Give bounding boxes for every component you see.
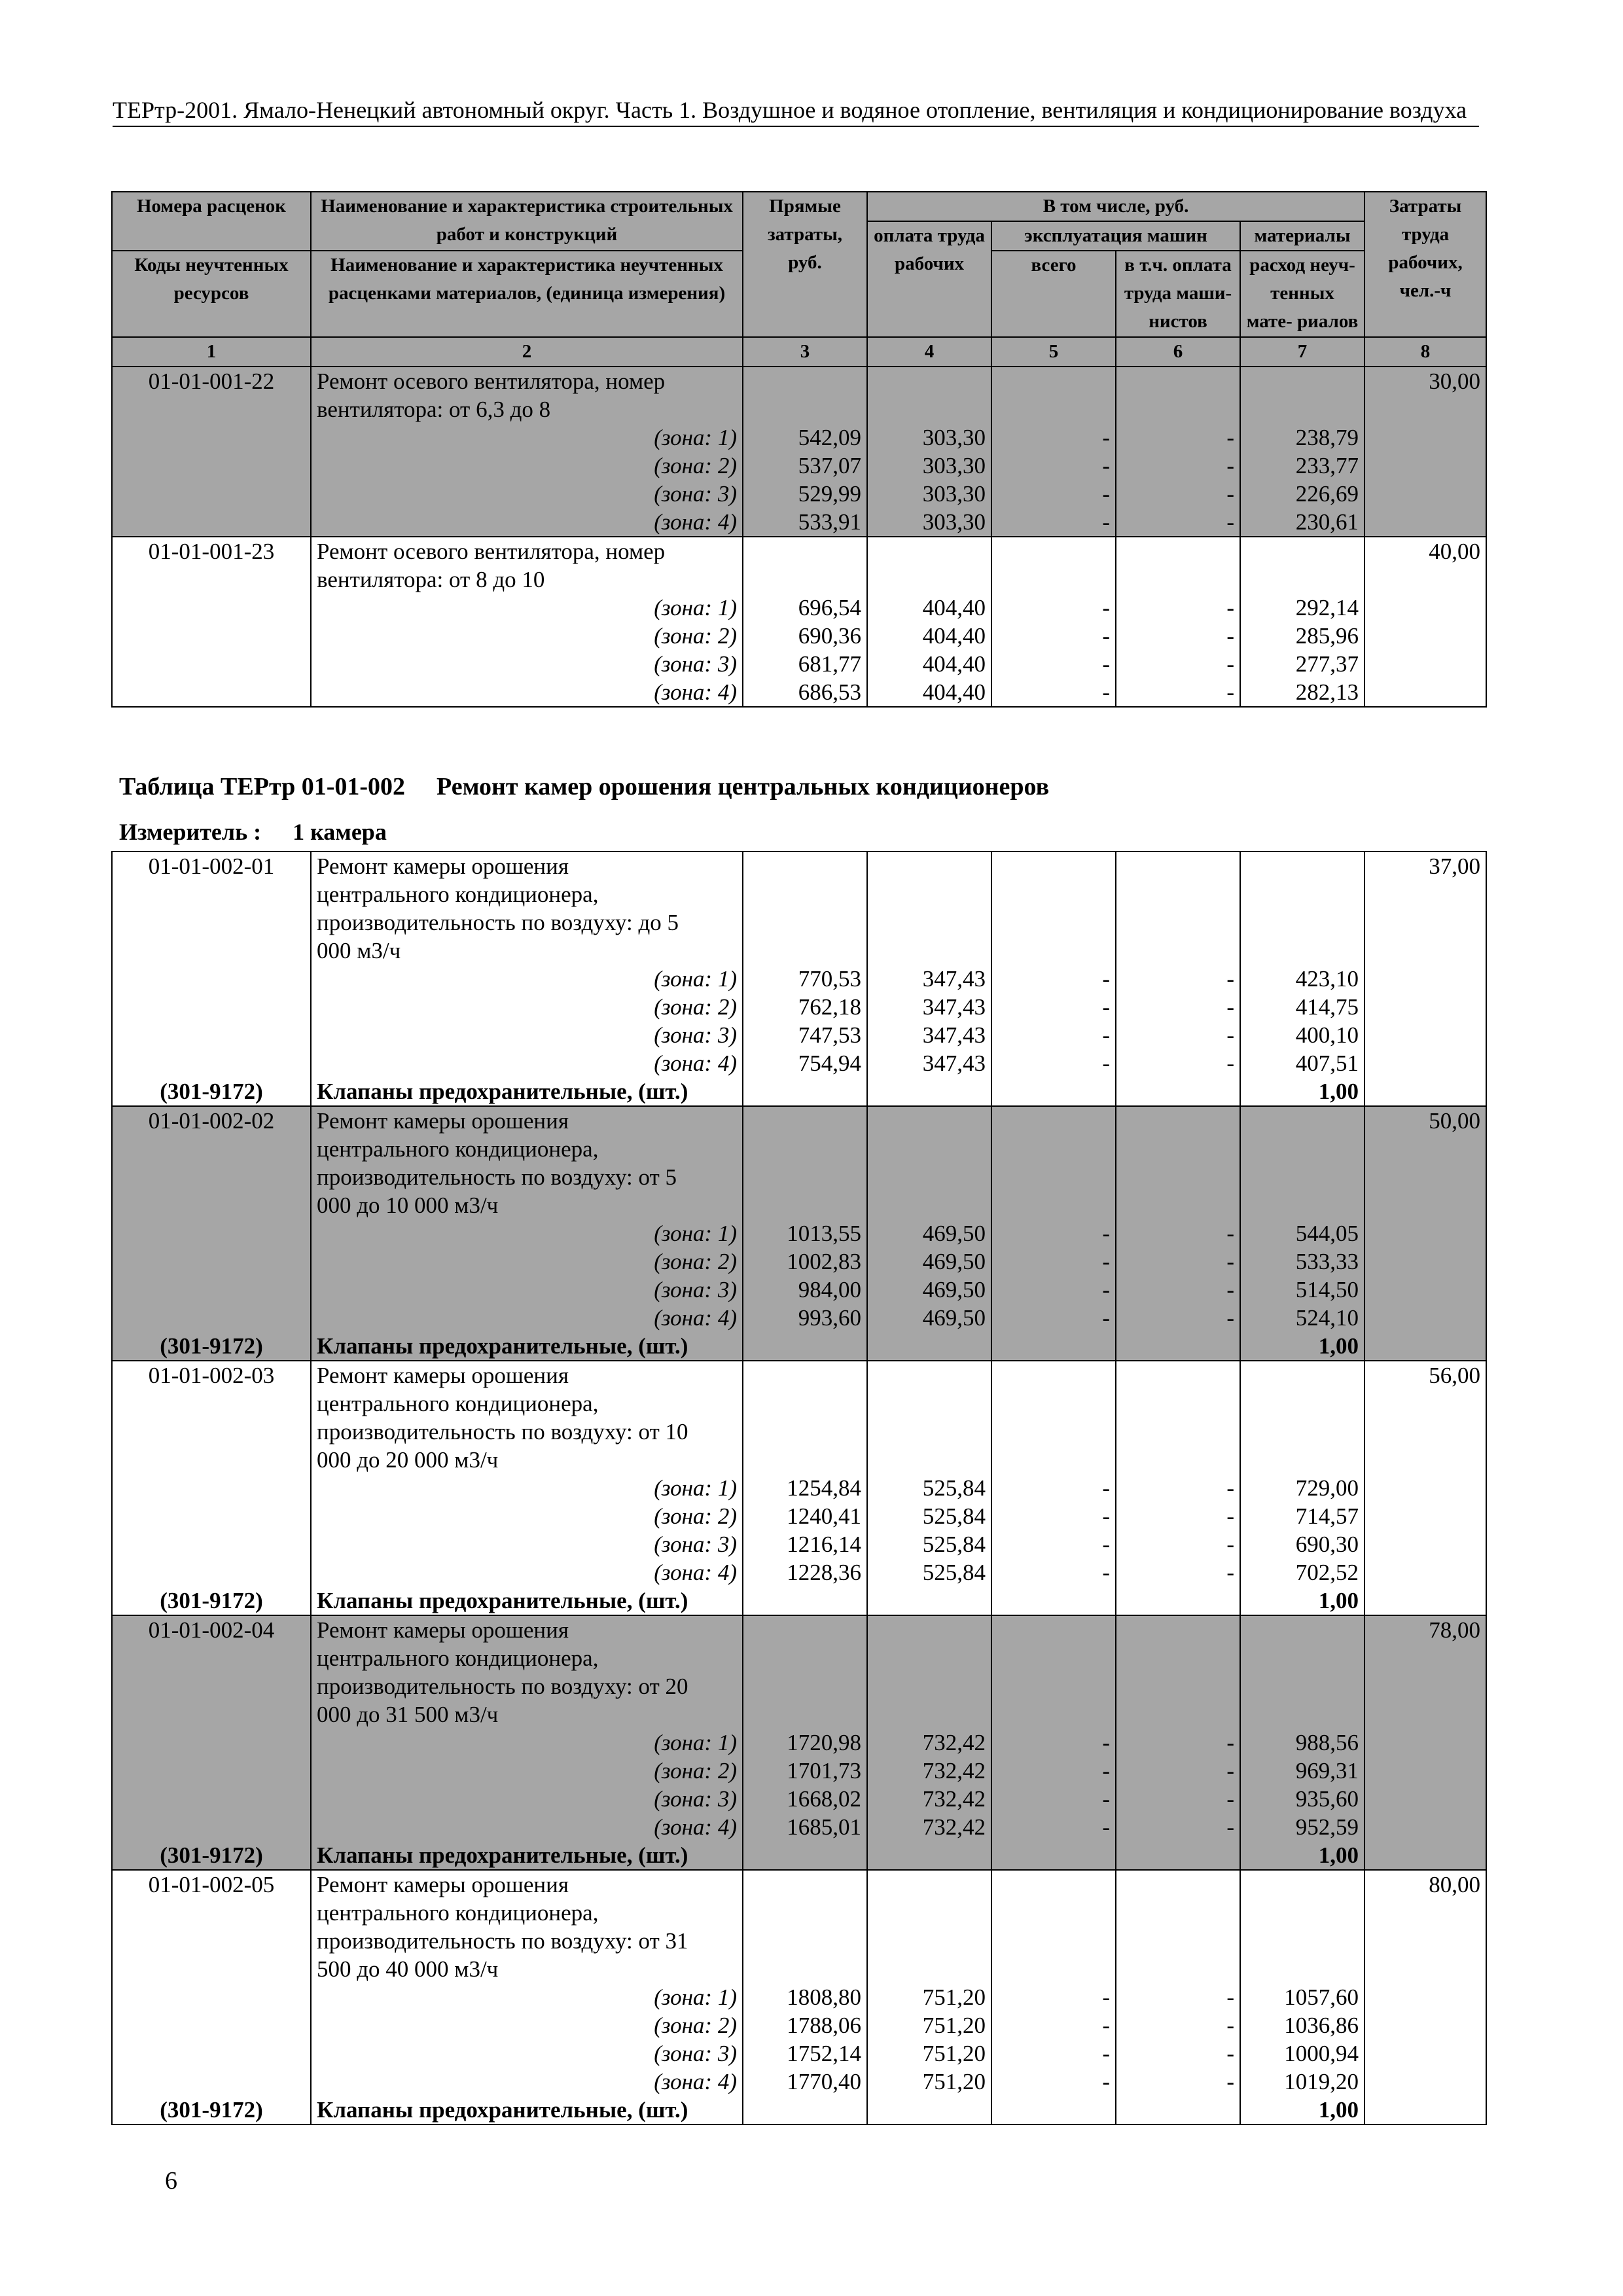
- machines-wages: -: [1116, 1558, 1240, 1587]
- zone-label: (зона: 3): [311, 2039, 743, 2068]
- materials: 544,05: [1240, 1219, 1364, 1247]
- wages: 525,84: [867, 1474, 991, 1502]
- zone-label: (зона: 2): [311, 993, 743, 1021]
- direct-cost: 1013,55: [743, 1219, 867, 1247]
- rate-name-line: Ремонт камеры орошения: [311, 1870, 743, 1899]
- rate-name: Ремонт осевого вентилятора, номер вентилятора: от 6,3 до 8: [311, 367, 743, 423]
- zone-row: [112, 1502, 1486, 1530]
- zone-row: [112, 2068, 1486, 2096]
- rate-name-line: производительность по воздуху: от 5: [311, 1163, 743, 1191]
- labor-cost: 78,00: [1364, 1615, 1486, 1644]
- wages: 303,30: [867, 480, 991, 508]
- wages: 525,84: [867, 1558, 991, 1587]
- zone-label: (зона: 4): [311, 508, 743, 537]
- zone-row: [112, 1757, 1486, 1785]
- header-col1-top: Номера расценок: [112, 192, 311, 251]
- resource-row: [112, 1841, 1486, 1870]
- wages: 469,50: [867, 1276, 991, 1304]
- direct-cost: 754,94: [743, 1049, 867, 1077]
- rate-name-line: Ремонт камеры орошения: [311, 1615, 743, 1644]
- zone-row: [112, 1021, 1486, 1049]
- rate-name-line: 500 до 40 000 м3/ч: [311, 1955, 743, 1983]
- machines-total: -: [991, 1785, 1116, 1813]
- header-col2-bottom: Наименование и характеристика неучтенных расценками материалов, (единица измерения): [311, 251, 743, 337]
- machines-total: -: [991, 1474, 1116, 1502]
- header-col7: расход неуч- тенных мате- риалов: [1240, 251, 1364, 337]
- zone-label: (зона: 3): [311, 1530, 743, 1558]
- column-number: 5: [991, 337, 1116, 367]
- materials: 969,31: [1240, 1757, 1364, 1785]
- resource-qty: 1,00: [1240, 1587, 1364, 1615]
- direct-cost: 1216,14: [743, 1530, 867, 1558]
- machines-total: -: [991, 2068, 1116, 2096]
- materials: 414,75: [1240, 993, 1364, 1021]
- machines-wages: -: [1116, 594, 1240, 622]
- machines-wages: -: [1116, 508, 1240, 537]
- resource-row: [112, 2096, 1486, 2125]
- column-number: 1: [112, 337, 311, 367]
- zone-label: (зона: 4): [311, 2068, 743, 2096]
- header-col2-top: Наименование и характеристика строительных работ и конструкций: [311, 192, 743, 251]
- wages: 347,43: [867, 993, 991, 1021]
- zone-label: (зона: 3): [311, 650, 743, 678]
- materials: 935,60: [1240, 1785, 1364, 1813]
- materials: 533,33: [1240, 1247, 1364, 1276]
- direct-cost: 747,53: [743, 1021, 867, 1049]
- machines-wages: -: [1116, 1729, 1240, 1757]
- wages: 525,84: [867, 1530, 991, 1558]
- wages: 469,50: [867, 1247, 991, 1276]
- section-title: [119, 772, 1049, 801]
- machines-total: -: [991, 993, 1116, 1021]
- rate-name-line: центрального кондиционера,: [311, 880, 743, 908]
- materials: 714,57: [1240, 1502, 1364, 1530]
- machines-wages: -: [1116, 1304, 1240, 1332]
- materials: 423,10: [1240, 965, 1364, 993]
- resource-row: [112, 1077, 1486, 1106]
- wages: 751,20: [867, 2068, 991, 2096]
- zone-label: (зона: 1): [311, 1219, 743, 1247]
- zone-row: [112, 1219, 1486, 1247]
- measure-value: 1 камера: [293, 819, 387, 845]
- direct-cost: 1720,98: [743, 1729, 867, 1757]
- machines-wages: -: [1116, 1530, 1240, 1558]
- resource-qty: 1,00: [1240, 1077, 1364, 1106]
- machines-total: -: [991, 594, 1116, 622]
- rate-code: 01-01-002-02: [112, 1106, 311, 1135]
- rate-group: [112, 1870, 1486, 2125]
- rate-code: 01-01-001-22: [112, 367, 311, 423]
- materials: 1000,94: [1240, 2039, 1364, 2068]
- zone-row: [112, 1983, 1486, 2011]
- materials: 988,56: [1240, 1729, 1364, 1757]
- materials: 1036,86: [1240, 2011, 1364, 2039]
- resource-code: (301-9172): [112, 1077, 311, 1106]
- direct-cost: 984,00: [743, 1276, 867, 1304]
- zone-row: [112, 1304, 1486, 1332]
- running-header: ТЕРтр-2001. Ямало-Ненецкий автономный округ. Часть 1. Воздушное и водяное отопление, вентиляция и кондиционирование воздуха: [113, 96, 1479, 127]
- labor-cost: 37,00: [1364, 852, 1486, 880]
- materials: 1057,60: [1240, 1983, 1364, 2011]
- resource-name: Клапаны предохранительные, (шт.): [311, 2096, 743, 2125]
- materials: 729,00: [1240, 1474, 1364, 1502]
- resource-code: (301-9172): [112, 1587, 311, 1615]
- direct-cost: 686,53: [743, 678, 867, 707]
- zone-row: [112, 1530, 1486, 1558]
- machines-total: -: [991, 1558, 1116, 1587]
- resource-code: (301-9172): [112, 2096, 311, 2125]
- zone-row: [112, 993, 1486, 1021]
- measure-label: Измеритель :: [119, 819, 262, 845]
- column-number: 3: [743, 337, 867, 367]
- zone-row: [112, 622, 1486, 650]
- table-row: [112, 1870, 1486, 1899]
- resource-code: (301-9172): [112, 1332, 311, 1361]
- rate-name-line: 000 до 10 000 м3/ч: [311, 1191, 743, 1219]
- labor-cost: 56,00: [1364, 1361, 1486, 1390]
- materials: 407,51: [1240, 1049, 1364, 1077]
- wages: 404,40: [867, 594, 991, 622]
- table-row: [112, 1361, 1486, 1390]
- direct-cost: 1685,01: [743, 1813, 867, 1841]
- machines-wages: -: [1116, 423, 1240, 452]
- table-row: [112, 1615, 1486, 1644]
- header-materials: материалы: [1240, 221, 1364, 251]
- zone-row: [112, 1474, 1486, 1502]
- zone-label: (зона: 4): [311, 1813, 743, 1841]
- materials: 690,30: [1240, 1530, 1364, 1558]
- machines-total: -: [991, 1729, 1116, 1757]
- machines-wages: -: [1116, 993, 1240, 1021]
- materials: 238,79: [1240, 423, 1364, 452]
- zone-row: [112, 650, 1486, 678]
- zone-label: (зона: 3): [311, 1785, 743, 1813]
- wages: 303,30: [867, 508, 991, 537]
- zone-label: (зона: 4): [311, 1049, 743, 1077]
- zone-label: (зона: 2): [311, 1247, 743, 1276]
- resource-row: [112, 1332, 1486, 1361]
- resource-name: Клапаны предохранительные, (шт.): [311, 1587, 743, 1615]
- section-number: Таблица ТЕРтр 01-01-002: [119, 773, 406, 800]
- direct-cost: 1808,80: [743, 1983, 867, 2011]
- header-group: В том числе, руб.: [867, 192, 1364, 221]
- zone-label: (зона: 2): [311, 452, 743, 480]
- materials: 233,77: [1240, 452, 1364, 480]
- direct-cost: 1788,06: [743, 2011, 867, 2039]
- materials: 400,10: [1240, 1021, 1364, 1049]
- materials: 952,59: [1240, 1813, 1364, 1841]
- rate-group: [112, 852, 1486, 1106]
- materials: 226,69: [1240, 480, 1364, 508]
- rate-name-line: производительность по воздуху: от 10: [311, 1418, 743, 1446]
- zone-label: (зона: 1): [311, 1474, 743, 1502]
- machines-total: -: [991, 1304, 1116, 1332]
- machines-total: -: [991, 2039, 1116, 2068]
- zone-label: (зона: 1): [311, 1983, 743, 2011]
- machines-wages: -: [1116, 1276, 1240, 1304]
- zone-label: (зона: 1): [311, 594, 743, 622]
- materials: 277,37: [1240, 650, 1364, 678]
- machines-wages: -: [1116, 2039, 1240, 2068]
- direct-cost: 1752,14: [743, 2039, 867, 2068]
- machines-total: -: [991, 1983, 1116, 2011]
- machines-total: -: [991, 1757, 1116, 1785]
- column-number: 4: [867, 337, 991, 367]
- materials: 702,52: [1240, 1558, 1364, 1587]
- direct-cost: 690,36: [743, 622, 867, 650]
- materials: 514,50: [1240, 1276, 1364, 1304]
- zone-row: [112, 1247, 1486, 1276]
- rate-name-line: 000 до 20 000 м3/ч: [311, 1446, 743, 1474]
- rate-code: 01-01-002-03: [112, 1361, 311, 1390]
- machines-wages: -: [1116, 1813, 1240, 1841]
- labor-cost: 40,00: [1364, 537, 1486, 594]
- zone-row: [112, 452, 1486, 480]
- machines-total: -: [991, 965, 1116, 993]
- direct-cost: 993,60: [743, 1304, 867, 1332]
- rates-table-2: [111, 851, 1487, 2125]
- machines-wages: -: [1116, 2011, 1240, 2039]
- header-col4: оплата труда рабочих: [867, 221, 991, 337]
- machines-wages: -: [1116, 1247, 1240, 1276]
- machines-total: -: [991, 508, 1116, 537]
- zone-row: [112, 678, 1486, 707]
- wages: 751,20: [867, 2039, 991, 2068]
- machines-total: -: [991, 1502, 1116, 1530]
- materials: 292,14: [1240, 594, 1364, 622]
- column-number: 6: [1116, 337, 1240, 367]
- machines-wages: -: [1116, 1474, 1240, 1502]
- wages: 404,40: [867, 622, 991, 650]
- wages: 469,50: [867, 1219, 991, 1247]
- header-col5: всего: [991, 251, 1116, 337]
- column-number: 8: [1364, 337, 1486, 367]
- materials: 282,13: [1240, 678, 1364, 707]
- rate-group: [112, 367, 1486, 537]
- machines-wages: -: [1116, 965, 1240, 993]
- table-row: [112, 367, 1486, 423]
- machines-wages: -: [1116, 1983, 1240, 2011]
- measure-line: [119, 818, 387, 846]
- resource-row: [112, 1587, 1486, 1615]
- wages: 347,43: [867, 1021, 991, 1049]
- direct-cost: 1240,41: [743, 1502, 867, 1530]
- rate-name-line: Ремонт камеры орошения: [311, 1361, 743, 1390]
- machines-total: -: [991, 2011, 1116, 2039]
- machines-total: -: [991, 1021, 1116, 1049]
- zone-label: (зона: 3): [311, 1276, 743, 1304]
- rates-table-1: [111, 191, 1487, 708]
- materials: 285,96: [1240, 622, 1364, 650]
- direct-cost: 1002,83: [743, 1247, 867, 1276]
- resource-name: Клапаны предохранительные, (шт.): [311, 1332, 743, 1361]
- rate-name-line: производительность по воздуху: от 31: [311, 1927, 743, 1955]
- zone-label: (зона: 1): [311, 965, 743, 993]
- zone-row: [112, 423, 1486, 452]
- direct-cost: 696,54: [743, 594, 867, 622]
- machines-wages: -: [1116, 1219, 1240, 1247]
- rate-code: 01-01-002-01: [112, 852, 311, 880]
- header-numbers-row: [112, 337, 1486, 367]
- labor-cost: 80,00: [1364, 1870, 1486, 1899]
- header-col3: Прямые затраты, руб.: [743, 192, 867, 337]
- zone-row: [112, 594, 1486, 622]
- zone-label: (зона: 2): [311, 622, 743, 650]
- rate-name-line: 000 м3/ч: [311, 937, 743, 965]
- wages: 404,40: [867, 678, 991, 707]
- machines-wages: -: [1116, 1785, 1240, 1813]
- header-col6: в т.ч. оплата труда маши- нистов: [1116, 251, 1240, 337]
- machines-total: -: [991, 1276, 1116, 1304]
- zone-row: [112, 480, 1486, 508]
- wages: 732,42: [867, 1757, 991, 1785]
- resource-code: (301-9172): [112, 1841, 311, 1870]
- wages: 347,43: [867, 1049, 991, 1077]
- wages: 732,42: [867, 1813, 991, 1841]
- rate-group: [112, 1106, 1486, 1361]
- direct-cost: 1701,73: [743, 1757, 867, 1785]
- column-number: 2: [311, 337, 743, 367]
- direct-cost: 1770,40: [743, 2068, 867, 2096]
- machines-wages: -: [1116, 650, 1240, 678]
- machines-total: -: [991, 452, 1116, 480]
- wages: 751,20: [867, 2011, 991, 2039]
- header-col8: Затраты труда рабочих, чел.-ч: [1364, 192, 1486, 337]
- machines-wages: -: [1116, 1757, 1240, 1785]
- machines-total: -: [991, 678, 1116, 707]
- header-col1-bottom: Коды неучтенных ресурсов: [112, 251, 311, 337]
- rate-name-line: центрального кондиционера,: [311, 1899, 743, 1927]
- materials: 1019,20: [1240, 2068, 1364, 2096]
- header-machines: эксплуатация машин: [991, 221, 1240, 251]
- zone-row: [112, 965, 1486, 993]
- wages: 525,84: [867, 1502, 991, 1530]
- table-row: [112, 852, 1486, 880]
- rate-code: 01-01-002-05: [112, 1870, 311, 1899]
- machines-total: -: [991, 1247, 1116, 1276]
- rate-code: 01-01-002-04: [112, 1615, 311, 1644]
- table-row: [112, 1106, 1486, 1135]
- wages: 303,30: [867, 452, 991, 480]
- machines-total: -: [991, 650, 1116, 678]
- direct-cost: 1668,02: [743, 1785, 867, 1813]
- machines-wages: -: [1116, 1049, 1240, 1077]
- machines-wages: -: [1116, 2068, 1240, 2096]
- zone-row: [112, 1813, 1486, 1841]
- zone-label: (зона: 1): [311, 423, 743, 452]
- rate-group: [112, 1615, 1486, 1870]
- machines-total: -: [991, 1049, 1116, 1077]
- direct-cost: 762,18: [743, 993, 867, 1021]
- machines-wages: -: [1116, 622, 1240, 650]
- machines-wages: -: [1116, 678, 1240, 707]
- machines-total: -: [991, 1530, 1116, 1558]
- machines-wages: -: [1116, 452, 1240, 480]
- resource-name: Клапаны предохранительные, (шт.): [311, 1841, 743, 1870]
- direct-cost: 770,53: [743, 965, 867, 993]
- rate-name-line: Ремонт камеры орошения: [311, 1106, 743, 1135]
- wages: 347,43: [867, 965, 991, 993]
- zone-label: (зона: 2): [311, 2011, 743, 2039]
- direct-cost: 533,91: [743, 508, 867, 537]
- zone-label: (зона: 1): [311, 1729, 743, 1757]
- zone-row: [112, 1785, 1486, 1813]
- rate-name-line: центрального кондиционера,: [311, 1644, 743, 1672]
- wages: 469,50: [867, 1304, 991, 1332]
- zone-label: (зона: 3): [311, 1021, 743, 1049]
- section-name: Ремонт камер орошения центральных кондиционеров: [437, 773, 1050, 800]
- wages: 732,42: [867, 1729, 991, 1757]
- direct-cost: 529,99: [743, 480, 867, 508]
- wages: 732,42: [867, 1785, 991, 1813]
- wages: 303,30: [867, 423, 991, 452]
- materials: 230,61: [1240, 508, 1364, 537]
- zone-row: [112, 1276, 1486, 1304]
- zone-row: [112, 2039, 1486, 2068]
- direct-cost: 542,09: [743, 423, 867, 452]
- table-header: [112, 192, 1486, 367]
- direct-cost: 681,77: [743, 650, 867, 678]
- direct-cost: 1254,84: [743, 1474, 867, 1502]
- zone-row: [112, 1729, 1486, 1757]
- zone-label: (зона: 2): [311, 1757, 743, 1785]
- machines-total: -: [991, 423, 1116, 452]
- table-row: [112, 537, 1486, 594]
- rate-name-line: Ремонт камеры орошения: [311, 852, 743, 880]
- zone-row: [112, 1049, 1486, 1077]
- wages: 404,40: [867, 650, 991, 678]
- machines-wages: -: [1116, 1502, 1240, 1530]
- column-number: 7: [1240, 337, 1364, 367]
- zone-row: [112, 2011, 1486, 2039]
- rate-group: [112, 537, 1486, 707]
- zone-label: (зона: 4): [311, 678, 743, 707]
- rate-name-line: 000 до 31 500 м3/ч: [311, 1700, 743, 1729]
- materials: 524,10: [1240, 1304, 1364, 1332]
- page-number: 6: [165, 2167, 177, 2195]
- resource-qty: 1,00: [1240, 1841, 1364, 1870]
- machines-wages: -: [1116, 480, 1240, 508]
- resource-qty: 1,00: [1240, 2096, 1364, 2125]
- rate-name-line: центрального кондиционера,: [311, 1390, 743, 1418]
- direct-cost: 1228,36: [743, 1558, 867, 1587]
- resource-qty: 1,00: [1240, 1332, 1364, 1361]
- machines-wages: -: [1116, 1021, 1240, 1049]
- zone-label: (зона: 3): [311, 480, 743, 508]
- zone-row: [112, 508, 1486, 537]
- zone-row: [112, 1558, 1486, 1587]
- resource-name: Клапаны предохранительные, (шт.): [311, 1077, 743, 1106]
- zone-label: (зона: 4): [311, 1558, 743, 1587]
- wages: 751,20: [867, 1983, 991, 2011]
- rate-name: Ремонт осевого вентилятора, номер вентилятора: от 8 до 10: [311, 537, 743, 594]
- rate-group: [112, 1361, 1486, 1615]
- rate-code: 01-01-001-23: [112, 537, 311, 594]
- labor-cost: 50,00: [1364, 1106, 1486, 1135]
- rate-name-line: центрального кондиционера,: [311, 1135, 743, 1163]
- machines-total: -: [991, 480, 1116, 508]
- machines-total: -: [991, 622, 1116, 650]
- labor-cost: 30,00: [1364, 367, 1486, 423]
- zone-label: (зона: 2): [311, 1502, 743, 1530]
- direct-cost: 537,07: [743, 452, 867, 480]
- rate-name-line: производительность по воздуху: от 20: [311, 1672, 743, 1700]
- zone-label: (зона: 4): [311, 1304, 743, 1332]
- machines-total: -: [991, 1219, 1116, 1247]
- machines-total: -: [991, 1813, 1116, 1841]
- rate-name-line: производительность по воздуху: до 5: [311, 908, 743, 937]
